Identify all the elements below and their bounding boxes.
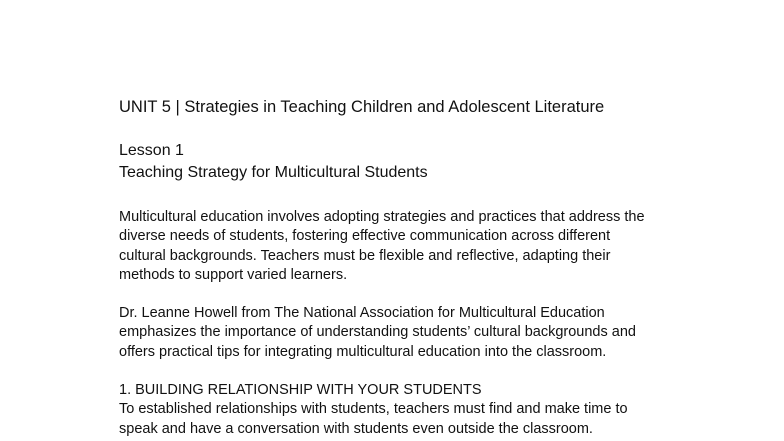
lesson-title: Teaching Strategy for Multicultural Students — [119, 164, 428, 181]
paragraph-line: cultural backgrounds. Teachers must be flexible and reflective, adapting their — [119, 247, 611, 264]
paragraph-line: diverse needs of students, fostering effective communication across different — [119, 228, 611, 245]
unit-title: UNIT 5 | Strategies in Teaching Children and Adolescent Literature — [119, 98, 605, 116]
paragraph-line: methods to support varied learners. — [119, 266, 348, 283]
document-body — [119, 97, 679, 439]
paragraph-line: Multicultural education involves adopting strategies and practices that address the — [119, 209, 645, 225]
section-heading: 1. BUILDING RELATIONSHIP WITH YOUR STUDENTS — [119, 382, 482, 399]
lesson-number: Lesson 1 — [119, 142, 184, 159]
section-building-relationship — [119, 381, 679, 439]
paragraph-line: speak and have a conversation with students even outside the classroom. — [119, 420, 593, 437]
lesson-heading — [119, 140, 679, 184]
paragraph-line: To established relationships with students, teachers must find and make time to — [119, 401, 628, 418]
paragraph-line: emphasizes the importance of understanding students’ cultural backgrounds and — [119, 324, 636, 341]
paragraph-line: Dr. Leanne Howell from The National Association for Multicultural Education — [119, 305, 605, 322]
paragraph-line: offers practical tips for integrating multicultural education into the classroom. — [119, 343, 607, 360]
intro-paragraph — [119, 208, 679, 285]
howell-paragraph — [119, 304, 679, 362]
